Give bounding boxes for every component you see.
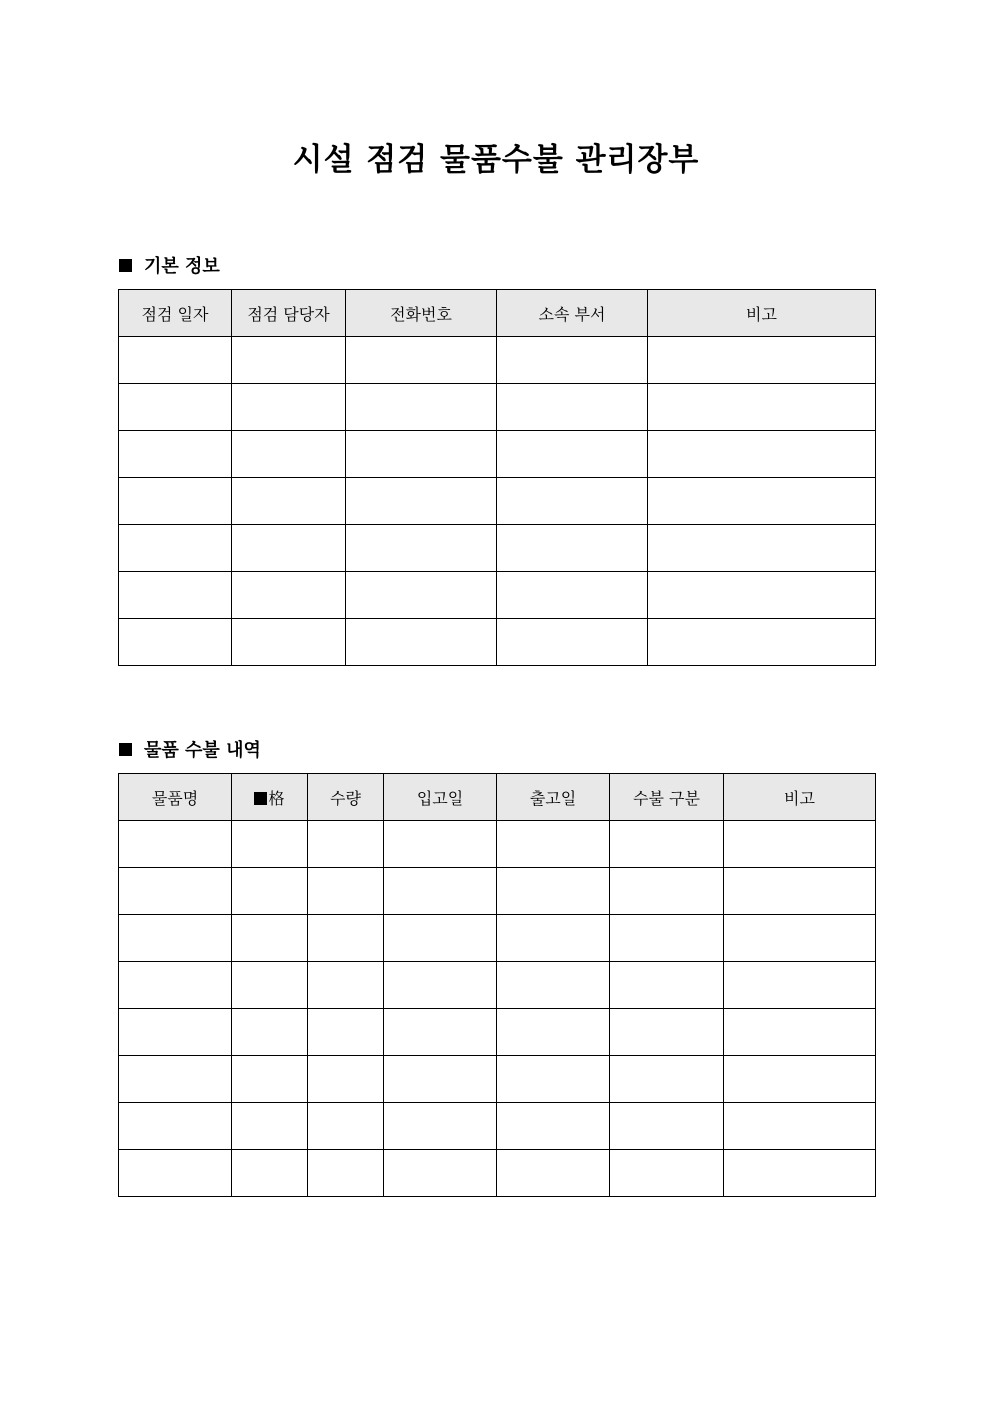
table-cell[interactable]: [610, 915, 724, 962]
table-cell[interactable]: [384, 1150, 497, 1197]
table-cell[interactable]: [648, 478, 876, 525]
column-header-spec: [232, 774, 308, 821]
table-cell[interactable]: [308, 868, 384, 915]
table-cell[interactable]: [232, 384, 346, 431]
table-cell[interactable]: [724, 1103, 876, 1150]
page-title: 시설 점검 물품수불 관리장부: [292, 142, 700, 178]
table-row: [119, 1009, 876, 1056]
section-heading-label: 기본 정보: [144, 256, 220, 277]
table-row: [119, 337, 876, 384]
table-cell[interactable]: [232, 619, 346, 666]
table-cell[interactable]: [384, 962, 497, 1009]
table-cell[interactable]: [497, 915, 610, 962]
table-row: [119, 619, 876, 666]
table-cell[interactable]: [308, 1056, 384, 1103]
table-cell[interactable]: [497, 525, 648, 572]
square-icon: [254, 792, 267, 805]
table-cell[interactable]: [119, 868, 232, 915]
column-header-quantity: 수량: [308, 774, 384, 821]
table-cell[interactable]: [610, 962, 724, 1009]
table-cell[interactable]: [384, 915, 497, 962]
square-bullet-icon: [119, 259, 132, 272]
table-cell[interactable]: [648, 337, 876, 384]
table-row: [119, 384, 876, 431]
table-cell[interactable]: [384, 1009, 497, 1056]
table-cell[interactable]: [610, 821, 724, 868]
table-cell[interactable]: [232, 572, 346, 619]
table-cell[interactable]: [119, 572, 232, 619]
table-cell[interactable]: [119, 478, 232, 525]
column-header-remarks: 비고: [648, 290, 876, 337]
table-cell[interactable]: [119, 525, 232, 572]
table-cell[interactable]: [232, 821, 308, 868]
table-cell[interactable]: [119, 384, 232, 431]
table-cell[interactable]: [119, 915, 232, 962]
table-cell[interactable]: [232, 525, 346, 572]
table-cell[interactable]: [610, 1150, 724, 1197]
table-cell[interactable]: [119, 821, 232, 868]
table-cell[interactable]: [724, 1009, 876, 1056]
table-cell[interactable]: [119, 337, 232, 384]
table-cell[interactable]: [497, 821, 610, 868]
table-cell[interactable]: [346, 478, 497, 525]
table-cell[interactable]: [384, 1056, 497, 1103]
table-cell[interactable]: [346, 619, 497, 666]
table-cell[interactable]: [346, 572, 497, 619]
table-cell[interactable]: [497, 1150, 610, 1197]
table-cell[interactable]: [232, 962, 308, 1009]
table-cell[interactable]: [648, 384, 876, 431]
table-cell[interactable]: [232, 431, 346, 478]
table-cell[interactable]: [724, 1056, 876, 1103]
table-cell[interactable]: [724, 962, 876, 1009]
table-cell[interactable]: [384, 821, 497, 868]
section-heading-basic-info: [119, 252, 220, 278]
table-row: [119, 478, 876, 525]
table-row: [119, 525, 876, 572]
table-row: [119, 431, 876, 478]
column-header-inspection-date: 점검 일자: [119, 290, 232, 337]
table-cell[interactable]: [610, 1056, 724, 1103]
table-cell[interactable]: [308, 962, 384, 1009]
column-header-transaction-type: 수불 구분: [610, 774, 724, 821]
table-header-row: [119, 290, 876, 337]
table-cell[interactable]: [232, 868, 308, 915]
table-row: [119, 962, 876, 1009]
table-cell[interactable]: [346, 384, 497, 431]
table-cell[interactable]: [308, 1009, 384, 1056]
table-cell[interactable]: [497, 1103, 610, 1150]
table-cell[interactable]: [119, 1056, 232, 1103]
column-header-inspector: 점검 담당자: [232, 290, 346, 337]
column-header-issued-date: 출고일: [497, 774, 610, 821]
section-heading-label: 물품 수불 내역: [144, 740, 261, 761]
column-header-phone: 전화번호: [346, 290, 497, 337]
table-row: [119, 572, 876, 619]
table-cell[interactable]: [346, 337, 497, 384]
column-header-received-date: 입고일: [384, 774, 497, 821]
table-cell[interactable]: [610, 1009, 724, 1056]
table-cell[interactable]: [497, 868, 610, 915]
table-cell[interactable]: [232, 1009, 308, 1056]
table-cell[interactable]: [610, 1103, 724, 1150]
table-cell[interactable]: [384, 1103, 497, 1150]
table-cell[interactable]: [497, 384, 648, 431]
table-cell[interactable]: [648, 619, 876, 666]
table-cell[interactable]: [346, 431, 497, 478]
table-cell[interactable]: [497, 478, 648, 525]
table-cell[interactable]: [724, 868, 876, 915]
table-cell[interactable]: [648, 525, 876, 572]
table-cell[interactable]: [232, 1103, 308, 1150]
table-cell[interactable]: [119, 619, 232, 666]
table-cell[interactable]: [384, 868, 497, 915]
table-header-row: [119, 774, 876, 821]
table-cell[interactable]: [119, 1150, 232, 1197]
supply-log-table: [118, 773, 876, 1197]
table-cell[interactable]: [119, 962, 232, 1009]
table-row: [119, 1103, 876, 1150]
table-cell[interactable]: [497, 431, 648, 478]
table-cell[interactable]: [497, 337, 648, 384]
table-cell[interactable]: [497, 1009, 610, 1056]
column-header-spec-label: 格: [268, 788, 285, 808]
table-cell[interactable]: [497, 619, 648, 666]
table-cell[interactable]: [497, 572, 648, 619]
table-cell[interactable]: [497, 962, 610, 1009]
table-row: [119, 915, 876, 962]
table-cell[interactable]: [308, 1103, 384, 1150]
table-cell[interactable]: [232, 1056, 308, 1103]
table-cell[interactable]: [724, 1150, 876, 1197]
table-cell[interactable]: [610, 868, 724, 915]
square-bullet-icon: [119, 743, 132, 756]
table-cell[interactable]: [648, 572, 876, 619]
table-cell[interactable]: [724, 915, 876, 962]
table-cell[interactable]: [232, 478, 346, 525]
table-cell[interactable]: [232, 1150, 308, 1197]
column-header-remarks: 비고: [724, 774, 876, 821]
table-cell[interactable]: [308, 1150, 384, 1197]
column-header-item-name: 물품명: [119, 774, 232, 821]
table-row: [119, 821, 876, 868]
table-cell[interactable]: [119, 431, 232, 478]
table-row: [119, 1056, 876, 1103]
basic-info-table: [118, 289, 876, 666]
table-cell[interactable]: [119, 1103, 232, 1150]
table-cell[interactable]: [497, 1056, 610, 1103]
table-cell[interactable]: [346, 525, 497, 572]
table-cell[interactable]: [119, 1009, 232, 1056]
table-cell[interactable]: [232, 915, 308, 962]
table-cell[interactable]: [648, 431, 876, 478]
table-row: [119, 1150, 876, 1197]
column-header-department: 소속 부서: [497, 290, 648, 337]
section-heading-supply-log: [119, 736, 261, 762]
table-row: [119, 868, 876, 915]
table-cell[interactable]: [232, 337, 346, 384]
table-cell[interactable]: [724, 821, 876, 868]
table-cell[interactable]: [308, 915, 384, 962]
table-cell[interactable]: [308, 821, 384, 868]
